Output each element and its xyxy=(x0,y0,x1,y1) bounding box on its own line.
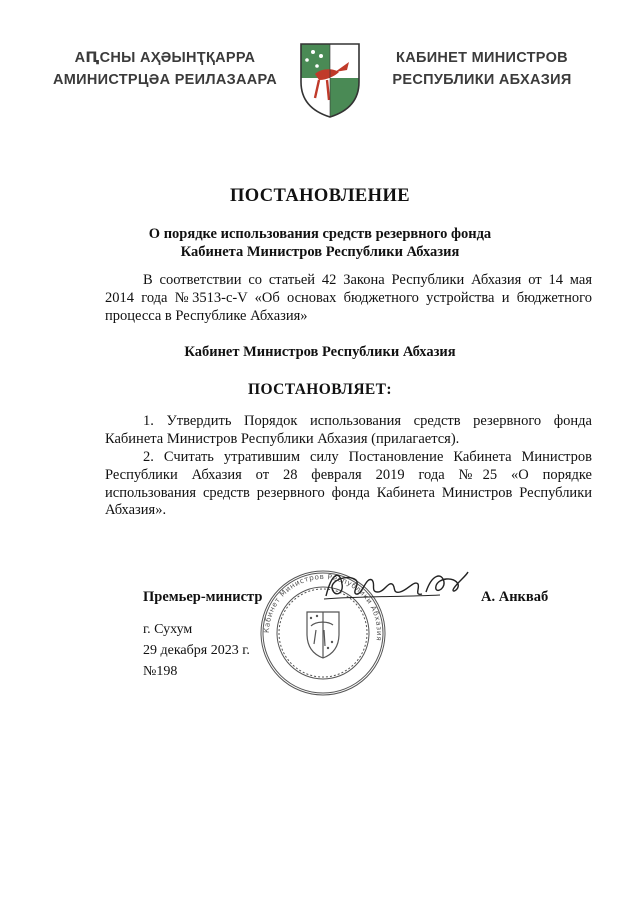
handwritten-signature-icon xyxy=(322,566,472,606)
header-right-line-2: РЕСПУБЛИКИ АБХАЗИЯ xyxy=(392,72,572,88)
signatory-name: А. Анкваб xyxy=(481,589,549,605)
item-2-line-2: Республики Абхазия от 28 февраля 2019 года №25 «О порядке xyxy=(105,466,592,483)
subtitle-line-1: О порядке использования средств резервного фонда xyxy=(148,226,492,242)
decree-word: ПОСТАНОВЛЯЕТ: xyxy=(248,381,392,398)
issue-place: г. Сухум xyxy=(143,622,193,637)
header-right-line-1: КАБИНЕТ МИНИСТРОВ xyxy=(396,50,568,66)
header-left-abkhaz xyxy=(40,47,290,91)
item-1-paragraph xyxy=(105,413,592,449)
item-1-line-2: Кабинета Министров Республики Абхазия (прилагается). xyxy=(105,430,460,447)
item-1-line-1: 1. Утвердить Порядок использования средств резервного фонда xyxy=(143,413,592,429)
subtitle-line-2: Кабинета Министров Республики Абхазия xyxy=(180,244,460,260)
item-2-line-4: Абхазия». xyxy=(105,502,167,519)
document-subtitle xyxy=(0,225,640,261)
header-left-line-2: АМИНИСТРЦӘА РЕИЛАЗААРА xyxy=(52,72,278,88)
issue-date: 29 декабря 2023 г. xyxy=(143,643,250,658)
header-right-russian xyxy=(362,47,602,91)
signatory-position: Премьер-министр xyxy=(143,589,263,605)
seal-ring-text: Кабинет Министров Республики Абхазия xyxy=(261,571,385,642)
item-2-line-1: 2. Считать утратившим силу Постановление Кабинета Министров xyxy=(143,449,592,465)
document-number: №198 xyxy=(143,664,178,679)
preamble-line-1: В соответствии со статьей 42 Закона Республики Абхазия от 14 мая xyxy=(143,272,592,288)
preamble-paragraph xyxy=(105,272,592,325)
abkhazia-coat-of-arms-icon xyxy=(297,38,363,120)
preamble-line-3: процесса в Республике Абхазия» xyxy=(105,307,308,324)
item-2-paragraph xyxy=(105,449,592,520)
item-2-line-3: использования средств резервного фонда Кабинета Министров Республики xyxy=(105,484,592,501)
document-title: ПОСТАНОВЛЕНИЕ xyxy=(229,186,410,206)
header-left-line-1: АԤСНЫ АҲӘЫНҬҚАРРА xyxy=(74,50,256,66)
decider-line: Кабинет Министров Республики Абхазия xyxy=(184,344,456,360)
preamble-line-2: 2014 года №3513-с-V «Об основах бюджетного устройства и бюджетного xyxy=(105,289,592,306)
